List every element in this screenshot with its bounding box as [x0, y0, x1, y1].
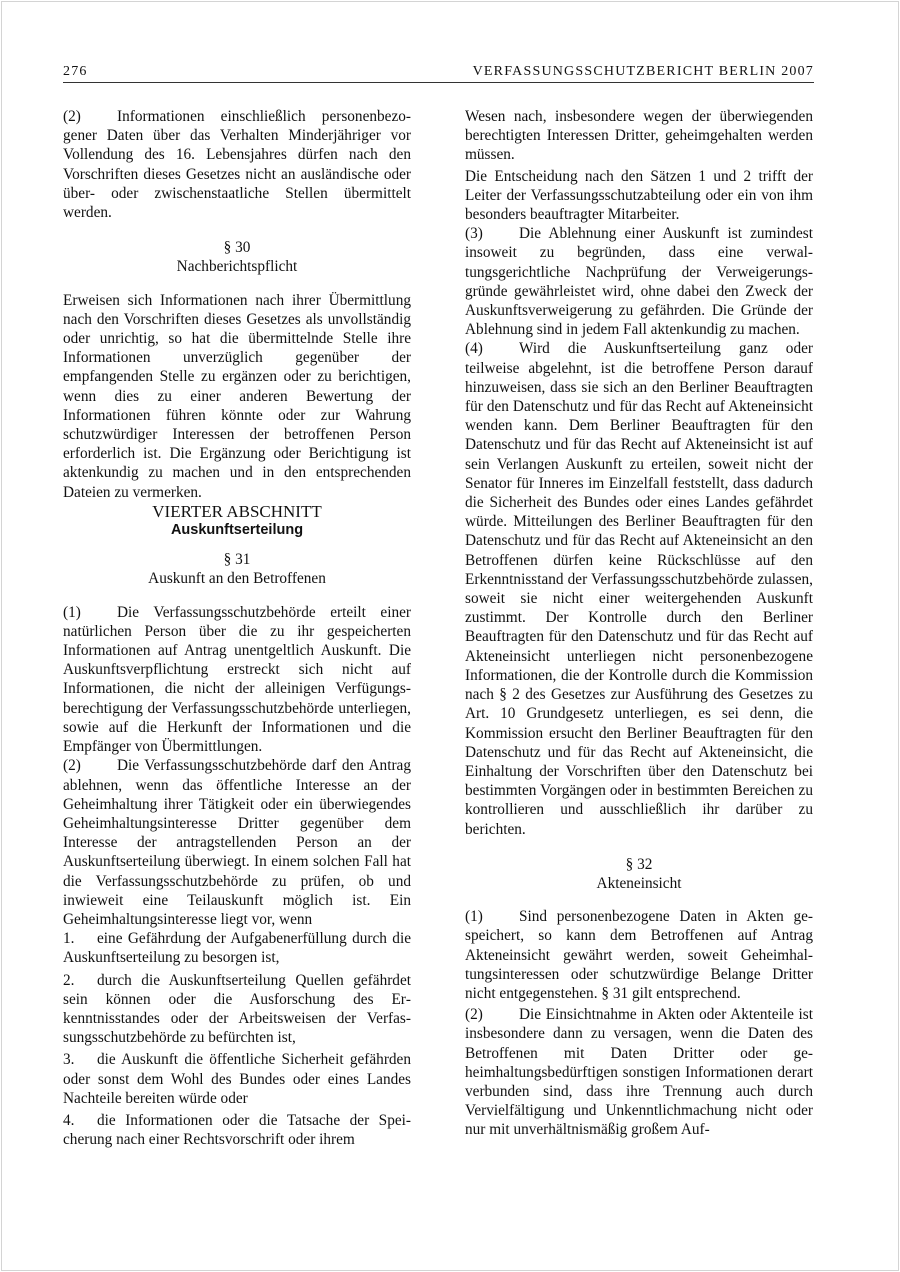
paragraph-32-2 [465, 1005, 813, 1139]
section-title: Auskunft an den Betroffenen [148, 570, 326, 588]
list-item [63, 1050, 411, 1108]
paragraph-32-1 [465, 907, 813, 1003]
paragraph-31-3 [465, 224, 813, 339]
paragraph-31-1 [63, 603, 411, 757]
section-31-heading [63, 550, 411, 588]
paragraph-number: (2) [465, 1006, 483, 1024]
paragraph-31-2 [63, 756, 411, 929]
paragraph-number: (2) [63, 108, 81, 125]
paragraph-text: Informationen einschließlich personenbezogener Daten über das Verhalten Minderjähriger vor Vollendung des 16. Lebensjahres dürfen nach den Vorschriften dieses Gesetzes nicht an ausländische oder über- oder zwischenstaatliche Stellen übermittelt werden. [63, 108, 411, 222]
paragraph-number: (3) [465, 225, 483, 243]
paragraph-number: (2) [63, 757, 81, 775]
page-header [63, 62, 814, 83]
section-title: Akteneinsicht [596, 874, 682, 892]
paragraph-number: (1) [465, 908, 483, 926]
right-column [465, 107, 813, 1140]
section-title: Nachberichtspflicht [176, 258, 298, 276]
chapter-heading: VIERTER ABSCHNITT [152, 501, 322, 521]
item-text: die Informationen oder die Tatsache der Speicherung nach einer Rechtsvorschrift oder ihrem [63, 1111, 411, 1149]
item-number: 1. [63, 930, 75, 948]
list-item [63, 971, 411, 1048]
section-32-heading [465, 855, 813, 893]
item-text: die Auskunft die öffentliche Sicherheit gefährden oder sonst dem Wohl des Bundes oder eines Landes Nachteile bereiten würde oder [63, 1051, 411, 1107]
decision-text: Die Entscheidung nach den Sätzen 1 und 2 trifft der Leiter der Verfassungsschutzabteilung oder ein von ihm besonders beauftragter Mitarbeiter. [465, 167, 813, 224]
paragraph-text: Sind personenbezogene Daten in Akten gespeichert, so kann dem Betroffenen auf Antrag Akteneinsicht gewährt werden, soweit Geheimhaltungsinteressen oder schutzwürdige Belange Dritter nicht entgegenstehen. § 31 gilt entsprechend. [465, 908, 813, 1002]
section-number: § 32 [625, 855, 653, 873]
item-text: eine Gefährdung der Aufgabenerfüllung durch die Auskunftserteilung zu besorgen ist, [63, 930, 411, 967]
section-30-heading [63, 238, 411, 276]
running-title: VERFASSUNGSSCHUTZBERICHT BERLIN 2007 [472, 64, 814, 79]
left-column [63, 107, 411, 1149]
paragraph-text: Die Ablehnung einer Auskunft ist zumindest insoweit zu begründen, dass eine verwaltungsgerichtliche Nachprüfung der Verweigerungsgründe gewährleistet wird, ohne dabei den Zweck der Auskunftsverweigerung zu gefährden. Die Gründe der Ablehnung sind in jedem Fall aktenkundig zu machen. [465, 225, 813, 339]
paragraph-text: Die Einsichtnahme in Akten oder Aktenteile ist insbesondere dann zu versagen, wenn die Daten des Betroffenen mit Daten Dritter oder geheimhaltungsbedürftigen sonstigen Informationen derart verbunden sind, dass ihre Trennung auch durch Vervielfältigung und Unkenntlichmachung nicht oder nur mit unverhältnismäßig großem Auf- [465, 1006, 813, 1139]
section-number: § 30 [223, 239, 251, 257]
page-number: 276 [63, 64, 88, 79]
chapter-title: Auskunftserteilung [170, 522, 304, 539]
item-number: 2. [63, 971, 75, 989]
section-number: § 31 [223, 551, 251, 569]
paragraph-number: (1) [63, 603, 81, 621]
paragraph-text: Die Verfassungsschutzbehörde erteilt einer natürlichen Person über die zu ihr gespeicherten Informationen auf Antrag unentgeltlich Auskunft. Die Auskunftsverpflichtung erstreckt sich nicht auf Informationen, die nicht der alleinigen Verfügungsberechtigung der Verfassungsschutzbehörde unterliegen, sowie auf die Herkunft der Informationen und die Empfänger von Übermittlungen. [63, 603, 411, 756]
paragraph-text: Die Verfassungsschutzbehörde darf den Antrag ablehnen, wenn das öffentliche Interesse an der Geheimhaltung ihrer Tätigkeit oder ein überwiegendes Geheimhaltungsinteresse Dritter gegenüber dem Interesse der antragstellenden Person an der Auskunftserteilung überwiegt. In einem solchen Fall hat die Verfassungsschutzbehörde zu prüfen, ob und inwieweit eine Teilauskunft möglich ist. Ein Geheimhaltungsinteresse liegt vor, wenn [63, 757, 411, 928]
item-text: durch die Auskunftserteilung Quellen gefährdet sein können oder die Ausforschung des Erkenntnisstandes oder der Arbeitsweisen der Verfassungsschutzbehörde zu befürchten ist, [63, 971, 411, 1047]
list-item [63, 929, 411, 967]
paragraph-31-4 [465, 339, 813, 838]
continued-text: Wesen nach, insbesondere wegen der überwiegenden berechtigten Interessen Dritter, geheimgehalten werden müssen. [465, 108, 813, 164]
item-number: 4. [63, 1111, 75, 1129]
item-number: 3. [63, 1051, 75, 1069]
paragraph-29-2 [63, 107, 411, 222]
paragraph-text: Wird die Auskunftserteilung ganz oder teilweise abgelehnt, ist die betroffene Person darauf hinzuweisen, dass sie sich an den Berliner Beauftragten für den Datenschutz und für das Recht auf Akteneinsicht wenden kann. Dem Berliner Beauftragten für den Datenschutz und für das Recht auf Akteneinsicht ist auf sein Verlangen Auskunft zu erteilen, soweit nicht der Senator für Inneres im Einzelfall feststellt, dass dadurch die Sicherheit des Bundes oder eines Landes gefährdet würde. Mitteilungen des Berliner Beauftragten für den Datenschutz und für das Recht auf Akteneinsicht an den Betroffenen dürfen keine Rückschlüsse auf den Erkenntnisstand der Verfassungsschutzbehörde zulassen, soweit sie nicht einer weitergehenden Auskunft zustimmt. Der Kontrolle durch den Berliner Beauftragten für den Datenschutz und für das Recht auf Akteneinsicht unterliegen nicht personenbezogene Informationen, die der Kontrolle durch die Kommission nach § 2 des Gesetzes zur Ausführung des Gesetzes zu Art. 10 Grundgesetz unterliegen, es sei denn, die Kommission ersucht den Berliner Beauftragten für den Datenschutz und für das Recht auf Akteneinsicht, die Einhaltung der Vorschriften über den Datenschutz bei bestimmten Vorgängen oder in bestimmten Bereichen zu kontrollieren und ausschließlich ihr darüber zu berichten. [465, 340, 813, 838]
list-item [63, 1111, 411, 1149]
section-30-text: Erweisen sich Informationen nach ihrer Übermittlung nach den Vorschriften dieses Gesetzes als unvollständig oder unrichtig, so hat die übermittelnde Stelle ihre Informationen unverzüglich gegenüber der empfangenden Stelle zu ergänzen oder zu berichtigen, wenn dies zu einer anderen Bewertung der Informationen führen könnte oder zur Wahrung schutzwürdiger Interessen der betroffenen Person erforderlich ist. Die Ergänzung oder Berichtigung ist aktenkundig zu machen und in den entsprechenden Dateien zu vermerken. [63, 291, 411, 501]
paragraph-number: (4) [465, 340, 483, 358]
